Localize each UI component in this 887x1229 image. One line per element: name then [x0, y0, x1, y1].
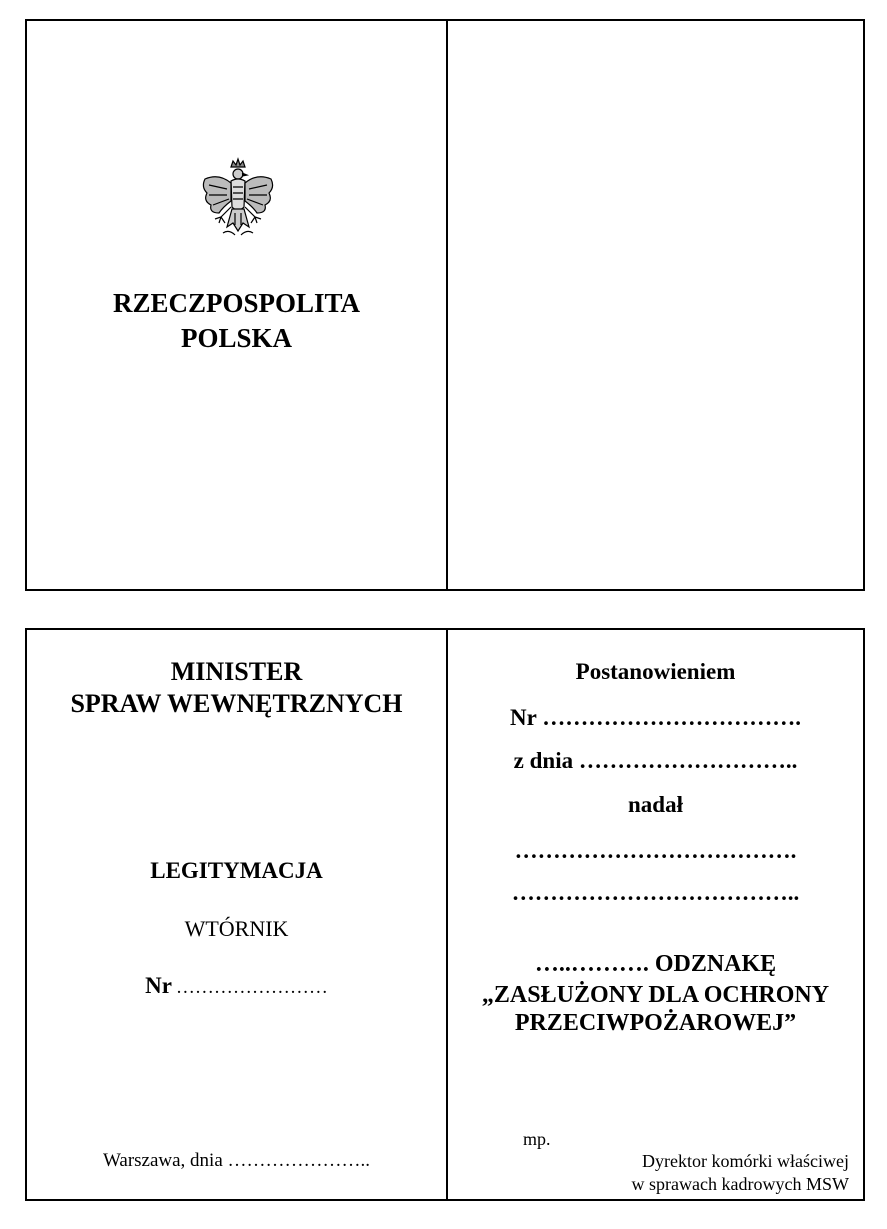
issuer-line1: MINISTER — [170, 657, 303, 686]
badge-line2: „ZASŁUŻONY DLA OCHRONY — [481, 982, 830, 1008]
signatory-line2: w sprawach kadrowych MSW — [631, 1174, 849, 1194]
front-cover-panel — [27, 21, 446, 589]
decision-label: Postanowieniem — [575, 659, 736, 684]
cover-title-line1: RZECZPOSPOLITA — [112, 288, 361, 318]
back-cover-panel — [448, 21, 863, 589]
awarded-label: nadał — [628, 792, 683, 817]
document-type: LEGITYMACJA — [150, 858, 323, 883]
decision-date: z dnia ……………………….. — [513, 748, 798, 773]
badge-line1: …..………. ODZNAKĘ — [534, 951, 777, 977]
number-dots: …………………… — [175, 977, 328, 998]
place-date: Warszawa, dnia ………………….. — [102, 1150, 371, 1171]
issuer-line2: SPRAW WEWNĘTRZNYCH — [70, 689, 403, 718]
cover-title-line2: POLSKA — [180, 323, 293, 353]
inside-right-panel — [448, 630, 863, 1199]
number-label: Nr — [145, 973, 172, 998]
stamp-label: mp. — [523, 1129, 551, 1149]
inside-sheet — [25, 628, 865, 1201]
legitimation-number — [27, 972, 446, 1000]
badge-line3: PRZECIWPOŻAROWEJ” — [514, 1010, 797, 1036]
cover-sheet — [25, 19, 865, 591]
decision-number: Nr ……………………………. — [510, 705, 801, 730]
recipient-line2: ……………………………….. — [511, 880, 800, 905]
duplicate-label: WTÓRNIK — [184, 916, 289, 941]
recipient-line1: ………………………………. — [514, 838, 797, 863]
inside-left-panel — [27, 630, 446, 1199]
signatory-line1: Dyrektor komórki właściwej — [642, 1151, 849, 1171]
polish-eagle-emblem-icon — [197, 157, 279, 245]
